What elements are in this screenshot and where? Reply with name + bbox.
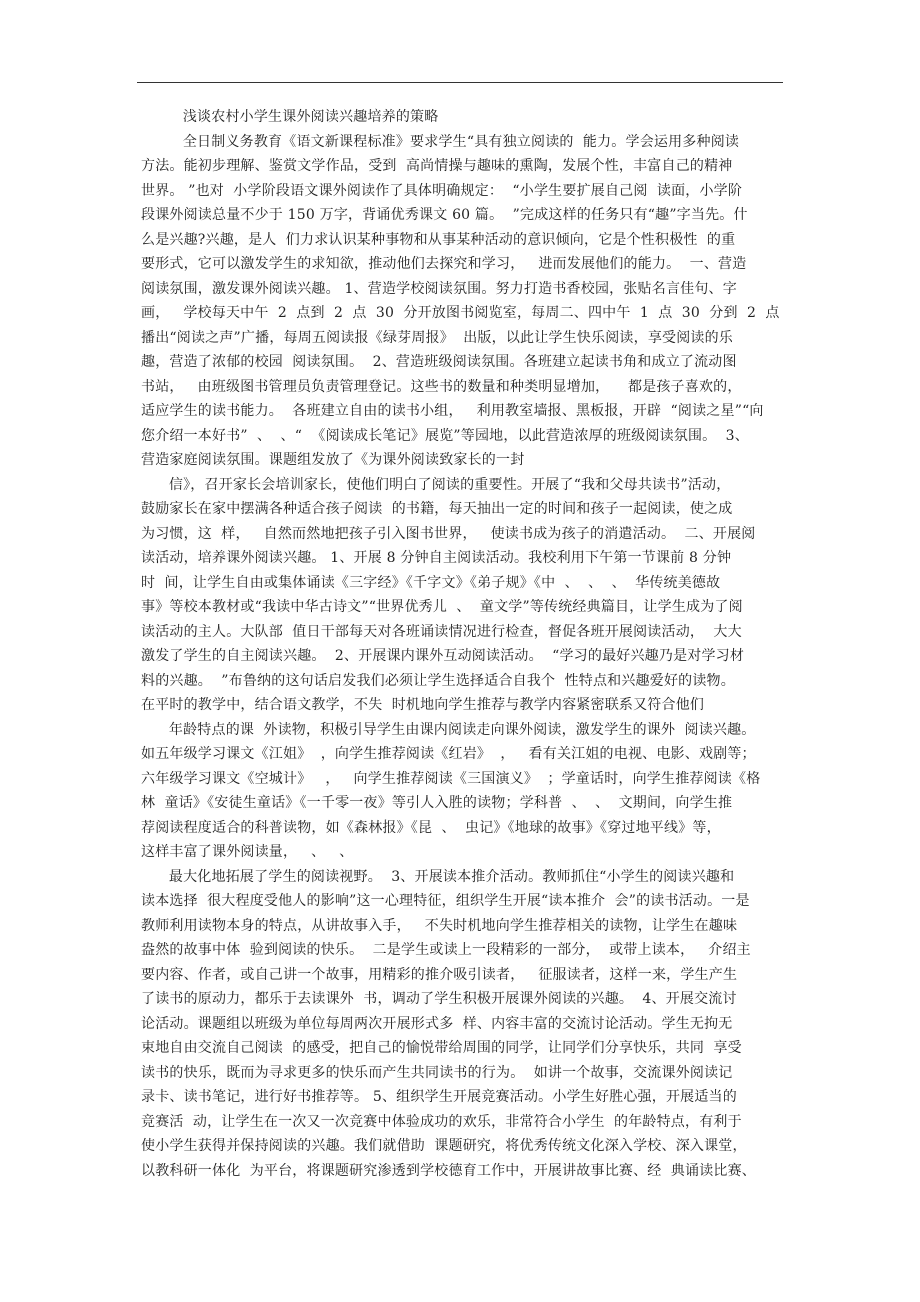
text-line: 事》等校本教材或“我读中华古诗文”“世界优秀儿 、 童文学”等传统经典篇目，让学生成为了阅 <box>141 599 743 615</box>
text-line: 为习惯，这 样， 自然而然地把孩子引入图书世界， 使读书成为孩子的消遣活动。 二、开展阅 <box>141 525 756 542</box>
text-line: 趣，营造了浓郁的校园 阅读氛围。 2、营造班级阅读氛围。各班建立起读书角和成立了流动图 <box>141 354 737 370</box>
text-line: 要内容、作者，或自己讲一个故事，用精彩的推介吸引读者， 征服读者，这样一来，学生产生 <box>141 966 738 983</box>
text-line: 段课外阅读总量不少于 150 万字，背诵优秀课文 60 篇。 ”完成这样的任务只有“趣”字当先。什 <box>141 207 748 223</box>
text-line: 如五年级学习课文《江姐》 ，向学生推荐阅读《红岩》 ， 看有关江姐的电视、电影、戏剧等； <box>141 746 756 762</box>
text-line: 读活动的主人。大队部 值日干部每天对各班诵读情况进行检查，督促各班开展阅读活动， 大大 <box>141 623 742 640</box>
text-line: 时 间，让学生自由或集体诵读《三字经》《千字文》《弟子规》《中 、 、 、 华传统美德故 <box>141 574 721 591</box>
text-line: 方法。能初步理解、鉴赏文学作品，受到 高尚情操与趣味的熏陶，发展个性，丰富自己的精神 <box>141 158 733 174</box>
text-line: 信》，召开家长会培训家长，使他们明白了阅读的重要性。开展了“我和父母共读书”活动， <box>141 476 731 493</box>
text-line: 林 童话》《安徒生童话》《一千零一夜》等引人入胜的读物；学科普 、 、 文期间，向学生推 <box>141 795 733 811</box>
header-rule <box>137 82 783 83</box>
text-line: 六年级学习课文《空城计》 ， 向学生推荐阅读《三国演义》 ；学童话时，向学生推荐阅读《格 <box>141 770 761 787</box>
text-line: 了读书的原动力，都乐于去读课外 书，调动了学生积极开展课外阅读的兴趣。 4、开展交流讨 <box>141 991 737 1007</box>
text-line: 以教科研一体化 为平台，将课题研究渗透到学校德育工作中，开展讲故事比赛、经 典诵读比赛、 <box>141 1162 756 1179</box>
text-line: 料的兴趣。 ”布鲁纳的这句话启发我们必须让学生选择适合自我个 性特点和兴趣爱好的读物。 <box>141 672 735 689</box>
text-line: 盎然的故事中体 验到阅读的快乐。 二是学生或读上一段精彩的一部分， 或带上读本， 介绍主 <box>141 942 751 958</box>
text-line: 全日制义务教育《语文新课程标准》要求学生“具有独立阅读的 能力。学会运用多种阅读 <box>141 133 740 150</box>
text-line: 这样丰富了课外阅读量， 、 、 <box>141 844 354 860</box>
document-body <box>141 105 789 1183</box>
text-line: 教师利用读物本身的特点，从讲故事入手， 不失时机地向学生推荐相关的读物，让学生在趣味 <box>141 917 738 934</box>
text-line: 录卡、读书笔记，进行好书推荐等。 5、组织学生开展竞赛活动。小学生好胜心强，开展适当的 <box>141 1089 737 1105</box>
text-line: 荐阅读程度适合的科普读物，如《森林报》《昆 、 虫记》《地球的故事》《穿过地平线》等， <box>141 819 721 836</box>
text-line: 读活动，培养课外阅读兴趣。 1、开展 8 分钟自主阅读活动。我校利用下午第一节课前 8 分钟 <box>141 550 732 566</box>
text-line: 在平时的教学中，结合语文教学，不失 时机地向学生推荐与教学内容紧密联系又符合他们 <box>141 697 705 713</box>
text-line: 您介绍一本好书” 、 、“ 《阅读成长笔记》展览”等园地，以此营造浓厚的班级阅读氛围。 3、 <box>141 427 749 444</box>
text-line: 鼓励家长在家中摆满各种适合孩子阅读 的书籍，每天抽出一定的时间和孩子一起阅读，使之成 <box>141 501 733 517</box>
text-line: 年龄特点的课 外读物，积极引导学生由课内阅读走向课外阅读，激发学生的课外 阅读兴趣。 <box>141 721 756 738</box>
text-line: 世界。 ”也对 小学阶段语文课外阅读作了具体明确规定： “小学生要扩展自己阅 读面，小学阶 <box>141 182 743 199</box>
text-line: 要形式，它可以激发学生的求知欲，推动他们去探究和学习， 进而发展他们的能力。 一、营造 <box>141 256 747 272</box>
text-line: 么是兴趣?兴趣，是人 们力求认识某种事物和从事某种活动的意识倾向，它是个性积极性 的重 <box>141 231 736 248</box>
text-line: 激发了学生的自主阅读兴趣。 2、开展课内课外互动阅读活动。 “学习的最好兴趣乃是对学习材 <box>141 648 745 664</box>
text-line: 画， 学校每天中午 2 点到 2 点 30 分开放图书阅览室，每周二、四中午 1 点 30 分到 2 点 <box>141 305 780 321</box>
text-line: 论活动。课题组以班级为单位每周两次开展形式多 样、内容丰富的交流讨论活动。学生无拘无 <box>141 1015 733 1032</box>
text-line: 读书的快乐，既而为寻求更多的快乐而产生共同读书的行为。 如讲一个故事，交流课外阅读记 <box>141 1064 733 1081</box>
text-line: 使小学生获得并保持阅读的兴趣。我们就借助 课题研究，将优秀传统文化深入学校、深入课堂， <box>141 1138 747 1154</box>
text-line: 书站， 由班级图书管理员负责管理登记。这些书的数量和种类明显增加， 都是孩子喜欢的， <box>141 378 742 395</box>
text-line: 阅读氛围，激发课外阅读兴趣。 1、营造学校阅读氛围。努力打造书香校园，张贴名言佳句、字 <box>141 280 737 297</box>
text-line: 播出“阅读之声”广播，每周五阅读报《绿芽周报》 出版，以此让学生快乐阅读，享受阅读的乐 <box>141 329 734 346</box>
text-line: 营造家庭阅读氛围。课题组发放了《为课外阅读致家长的一封 <box>141 452 525 468</box>
text-line: 最大化地拓展了学生的阅读视野。 3、开展读本推介活动。教师抓住“小学生的阅读兴趣和 <box>141 868 735 885</box>
document-title: 浅谈农村小学生课外阅读兴趣培养的策略 <box>141 109 439 125</box>
text-line: 束地自由交流自己阅读 的感受，把自己的愉悦带给周围的同学，让同学们分享快乐，共同 享受 <box>141 1040 742 1056</box>
text-line: 读本选择 很大程度受他人的影响”这一心理特征，组织学生开展“读本推介 会”的读书活动。一是 <box>141 893 750 909</box>
text-line: 竞赛活 动，让学生在一次又一次竞赛中体验成功的欢乐，非常符合小学生 的年龄特点，有利于 <box>141 1113 742 1130</box>
text-line: 适应学生的读书能力。 各班建立自由的读书小组， 利用教室墙报、黑板报，开辟 “阅读之星”“向 <box>141 403 764 419</box>
